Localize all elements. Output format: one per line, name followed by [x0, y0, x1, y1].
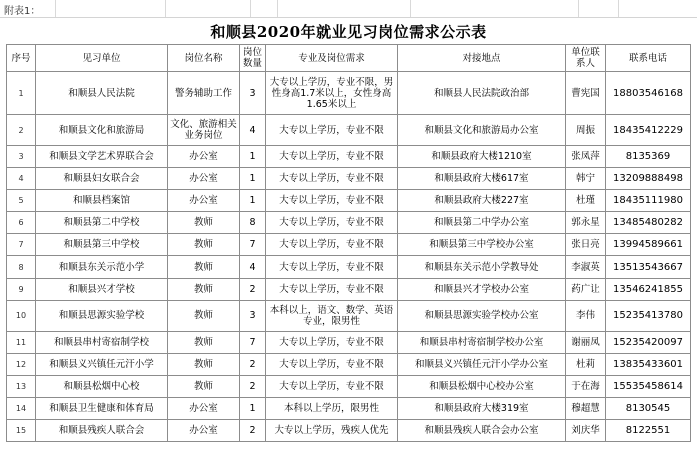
cell-post[interactable]: 办公室 [168, 168, 240, 190]
cell-post[interactable]: 教师 [168, 353, 240, 375]
table-row [7, 353, 691, 375]
cell-no[interactable]: 6 [7, 212, 36, 234]
cell-place[interactable]: 和顺县第二中学办公室 [398, 212, 566, 234]
cell-requirement[interactable]: 大专以上学历，专业不限 [266, 256, 398, 278]
cell-place[interactable]: 和顺县第三中学校办公室 [398, 234, 566, 256]
cell-place[interactable]: 和顺县东关示范小学教导处 [398, 256, 566, 278]
cell-count[interactable]: 4 [240, 115, 266, 146]
cell-count[interactable]: 7 [240, 331, 266, 353]
cell-contact[interactable]: 张日亮 [566, 234, 606, 256]
cell-no[interactable]: 15 [7, 420, 36, 442]
cell-phone[interactable]: 18435412229 [606, 115, 691, 146]
cell-place[interactable]: 和顺县政府大楼319室 [398, 397, 566, 419]
cell-no[interactable]: 3 [7, 146, 36, 168]
cell-contact[interactable]: 周振 [566, 115, 606, 146]
table-row [7, 234, 691, 256]
header-cell-contact[interactable]: 单位联系人 [566, 45, 606, 72]
cell-contact[interactable]: 郭永星 [566, 212, 606, 234]
cell-contact[interactable]: 穆超慧 [566, 397, 606, 419]
cell-contact[interactable]: 李淑英 [566, 256, 606, 278]
cell-no[interactable]: 9 [7, 278, 36, 300]
cell-unit[interactable]: 和顺县残疾人联合会 [36, 420, 168, 442]
cell-phone[interactable]: 13513543667 [606, 256, 691, 278]
cell-requirement[interactable]: 大专以上学历，专业不限 [266, 278, 398, 300]
cell-count[interactable]: 1 [240, 146, 266, 168]
cell-unit[interactable]: 和顺县兴才学校 [36, 278, 168, 300]
cell-count[interactable]: 7 [240, 234, 266, 256]
header-cell-no[interactable]: 序号 [7, 45, 36, 72]
cell-place[interactable]: 和顺县政府大楼227室 [398, 190, 566, 212]
cell-phone[interactable]: 8122551 [606, 420, 691, 442]
table-row [7, 375, 691, 397]
gridline [55, 0, 56, 17]
table-row [7, 278, 691, 300]
gridline [578, 0, 579, 17]
note-label[interactable]: 附表1： [4, 6, 41, 17]
cell-place[interactable]: 和顺县文化和旅游局办公室 [398, 115, 566, 146]
cell-post[interactable]: 教师 [168, 300, 240, 331]
table-row [7, 168, 691, 190]
cell-unit[interactable]: 和顺县文学艺术界联合会 [36, 146, 168, 168]
cell-unit[interactable]: 和顺县文化和旅游局 [36, 115, 168, 146]
cell-no[interactable]: 14 [7, 397, 36, 419]
cell-no[interactable]: 5 [7, 190, 36, 212]
cell-unit[interactable]: 和顺县松烟中心校 [36, 375, 168, 397]
cell-requirement[interactable]: 大专以上学历，专业不限 [266, 115, 398, 146]
cell-contact[interactable]: 于在海 [566, 375, 606, 397]
cell-no[interactable]: 2 [7, 115, 36, 146]
cell-post[interactable]: 办公室 [168, 190, 240, 212]
cell-contact[interactable]: 李伟 [566, 300, 606, 331]
cell-unit[interactable]: 和顺县思源实验学校 [36, 300, 168, 331]
cell-unit[interactable]: 和顺县第三中学校 [36, 234, 168, 256]
cell-unit[interactable]: 和顺县妇女联合会 [36, 168, 168, 190]
cell-phone[interactable]: 15535458614 [606, 375, 691, 397]
cell-contact[interactable]: 杜莉 [566, 353, 606, 375]
table-row [7, 190, 691, 212]
cell-count[interactable]: 2 [240, 353, 266, 375]
cell-no[interactable]: 11 [7, 331, 36, 353]
cell-phone[interactable]: 15235413780 [606, 300, 691, 331]
cell-contact[interactable]: 杜瑾 [566, 190, 606, 212]
table-row [7, 256, 691, 278]
cell-unit[interactable]: 和顺县串村寄宿制学校 [36, 331, 168, 353]
cell-phone[interactable]: 13209888498 [606, 168, 691, 190]
cell-post[interactable]: 警务辅助工作 [168, 72, 240, 115]
cell-requirement[interactable]: 大专以上学历，专业不限 [266, 190, 398, 212]
cell-no[interactable]: 8 [7, 256, 36, 278]
cell-requirement[interactable]: 本科以上学历，限男性 [266, 397, 398, 419]
job-table [6, 44, 691, 442]
cell-phone[interactable]: 13994589661 [606, 234, 691, 256]
cell-contact[interactable]: 药广让 [566, 278, 606, 300]
cell-requirement[interactable]: 本科以上，语文、数学、英语专业，限男性 [266, 300, 398, 331]
cell-phone[interactable]: 8135369 [606, 146, 691, 168]
cell-phone[interactable]: 18803546168 [606, 72, 691, 115]
cell-requirement[interactable]: 大专以上学历，专业不限 [266, 353, 398, 375]
cell-place[interactable]: 和顺县串村寄宿制学校办公室 [398, 331, 566, 353]
cell-contact[interactable]: 谢丽凤 [566, 331, 606, 353]
cell-unit[interactable]: 和顺县档案馆 [36, 190, 168, 212]
cell-phone[interactable]: 13546241855 [606, 278, 691, 300]
cell-no[interactable]: 12 [7, 353, 36, 375]
cell-place[interactable]: 和顺县政府大楼617室 [398, 168, 566, 190]
cell-phone[interactable]: 8130545 [606, 397, 691, 419]
table-row [7, 72, 691, 115]
cell-requirement[interactable]: 大专以上学历，专业不限 [266, 375, 398, 397]
cell-no[interactable]: 7 [7, 234, 36, 256]
cell-requirement[interactable]: 大专以上学历，残疾人优先 [266, 420, 398, 442]
header-cell-phone[interactable]: 联系电话 [606, 45, 691, 72]
cell-post[interactable]: 办公室 [168, 397, 240, 419]
header-cell-unit[interactable]: 见习单位 [36, 45, 168, 72]
cell-post[interactable]: 教师 [168, 331, 240, 353]
cell-place[interactable]: 和顺县思源实验学校办公室 [398, 300, 566, 331]
cell-phone[interactable]: 13485480282 [606, 212, 691, 234]
cell-place[interactable]: 和顺县兴才学校办公室 [398, 278, 566, 300]
cell-count[interactable]: 4 [240, 256, 266, 278]
cell-requirement[interactable]: 大专以上学历，专业不限 [266, 234, 398, 256]
cell-phone[interactable]: 18435111980 [606, 190, 691, 212]
cell-contact[interactable]: 韩宁 [566, 168, 606, 190]
gridline [618, 0, 619, 17]
cell-requirement[interactable]: 大专以上学历，专业不限 [266, 331, 398, 353]
gridline [165, 0, 166, 17]
table-row [7, 146, 691, 168]
cell-count[interactable]: 3 [240, 300, 266, 331]
cell-count[interactable]: 2 [240, 375, 266, 397]
cell-requirement[interactable]: 大专以上学历，专业不限，男性身高1.7米以上，女性身高1.65米以上 [266, 72, 398, 115]
cell-unit[interactable]: 和顺县东关示范小学 [36, 256, 168, 278]
cell-requirement[interactable]: 大专以上学历，专业不限 [266, 168, 398, 190]
gridline [410, 0, 411, 17]
cell-unit[interactable]: 和顺县义兴镇任元汗小学 [36, 353, 168, 375]
cell-requirement[interactable]: 大专以上学历，专业不限 [266, 212, 398, 234]
cell-requirement[interactable]: 大专以上学历，专业不限 [266, 146, 398, 168]
cell-no[interactable]: 4 [7, 168, 36, 190]
cell-no[interactable]: 10 [7, 300, 36, 331]
cell-count[interactable]: 1 [240, 397, 266, 419]
header-cell-count[interactable]: 岗位数量 [240, 45, 266, 72]
cell-no[interactable]: 13 [7, 375, 36, 397]
cell-place[interactable]: 和顺县政府大楼1210室 [398, 146, 566, 168]
cell-unit[interactable]: 和顺县人民法院 [36, 72, 168, 115]
note-row [0, 0, 697, 18]
cell-place[interactable]: 和顺县义兴镇任元汗小学办公室 [398, 353, 566, 375]
cell-count[interactable]: 8 [240, 212, 266, 234]
cell-post[interactable]: 教师 [168, 234, 240, 256]
table-row [7, 300, 691, 331]
table-row [7, 397, 691, 419]
cell-phone[interactable]: 15235420097 [606, 331, 691, 353]
cell-unit[interactable]: 和顺县卫生健康和体育局 [36, 397, 168, 419]
cell-contact[interactable]: 张凤萍 [566, 146, 606, 168]
cell-no[interactable]: 1 [7, 72, 36, 115]
header-cell-requirement[interactable]: 专业及岗位需求 [266, 45, 398, 72]
cell-count[interactable]: 3 [240, 72, 266, 115]
page-title[interactable]: 和顺县2020年就业见习岗位需求公示表 [210, 23, 487, 41]
cell-place[interactable]: 和顺县残疾人联合会办公室 [398, 420, 566, 442]
table-row [7, 420, 691, 442]
cell-place[interactable]: 和顺县人民法院政治部 [398, 72, 566, 115]
table-header-row [7, 45, 691, 72]
cell-post[interactable]: 教师 [168, 256, 240, 278]
cell-place[interactable]: 和顺县松烟中心校办公室 [398, 375, 566, 397]
header-cell-place[interactable]: 对接地点 [398, 45, 566, 72]
header-cell-post[interactable]: 岗位名称 [168, 45, 240, 72]
cell-contact[interactable]: 曹宪国 [566, 72, 606, 115]
cell-post[interactable]: 文化、旅游相关业务岗位 [168, 115, 240, 146]
cell-post[interactable]: 办公室 [168, 146, 240, 168]
cell-contact[interactable]: 刘庆华 [566, 420, 606, 442]
cell-unit[interactable]: 和顺县第二中学校 [36, 212, 168, 234]
cell-post[interactable]: 教师 [168, 212, 240, 234]
gridline [277, 0, 278, 17]
cell-count[interactable]: 1 [240, 168, 266, 190]
cell-phone[interactable]: 13835433601 [606, 353, 691, 375]
cell-post[interactable]: 教师 [168, 375, 240, 397]
cell-post[interactable]: 教师 [168, 278, 240, 300]
cell-count[interactable]: 2 [240, 278, 266, 300]
gridline [250, 0, 251, 17]
cell-post[interactable]: 办公室 [168, 420, 240, 442]
table-row [7, 331, 691, 353]
table-row [7, 115, 691, 146]
cell-count[interactable]: 1 [240, 190, 266, 212]
table-row [7, 212, 691, 234]
cell-count[interactable]: 2 [240, 420, 266, 442]
